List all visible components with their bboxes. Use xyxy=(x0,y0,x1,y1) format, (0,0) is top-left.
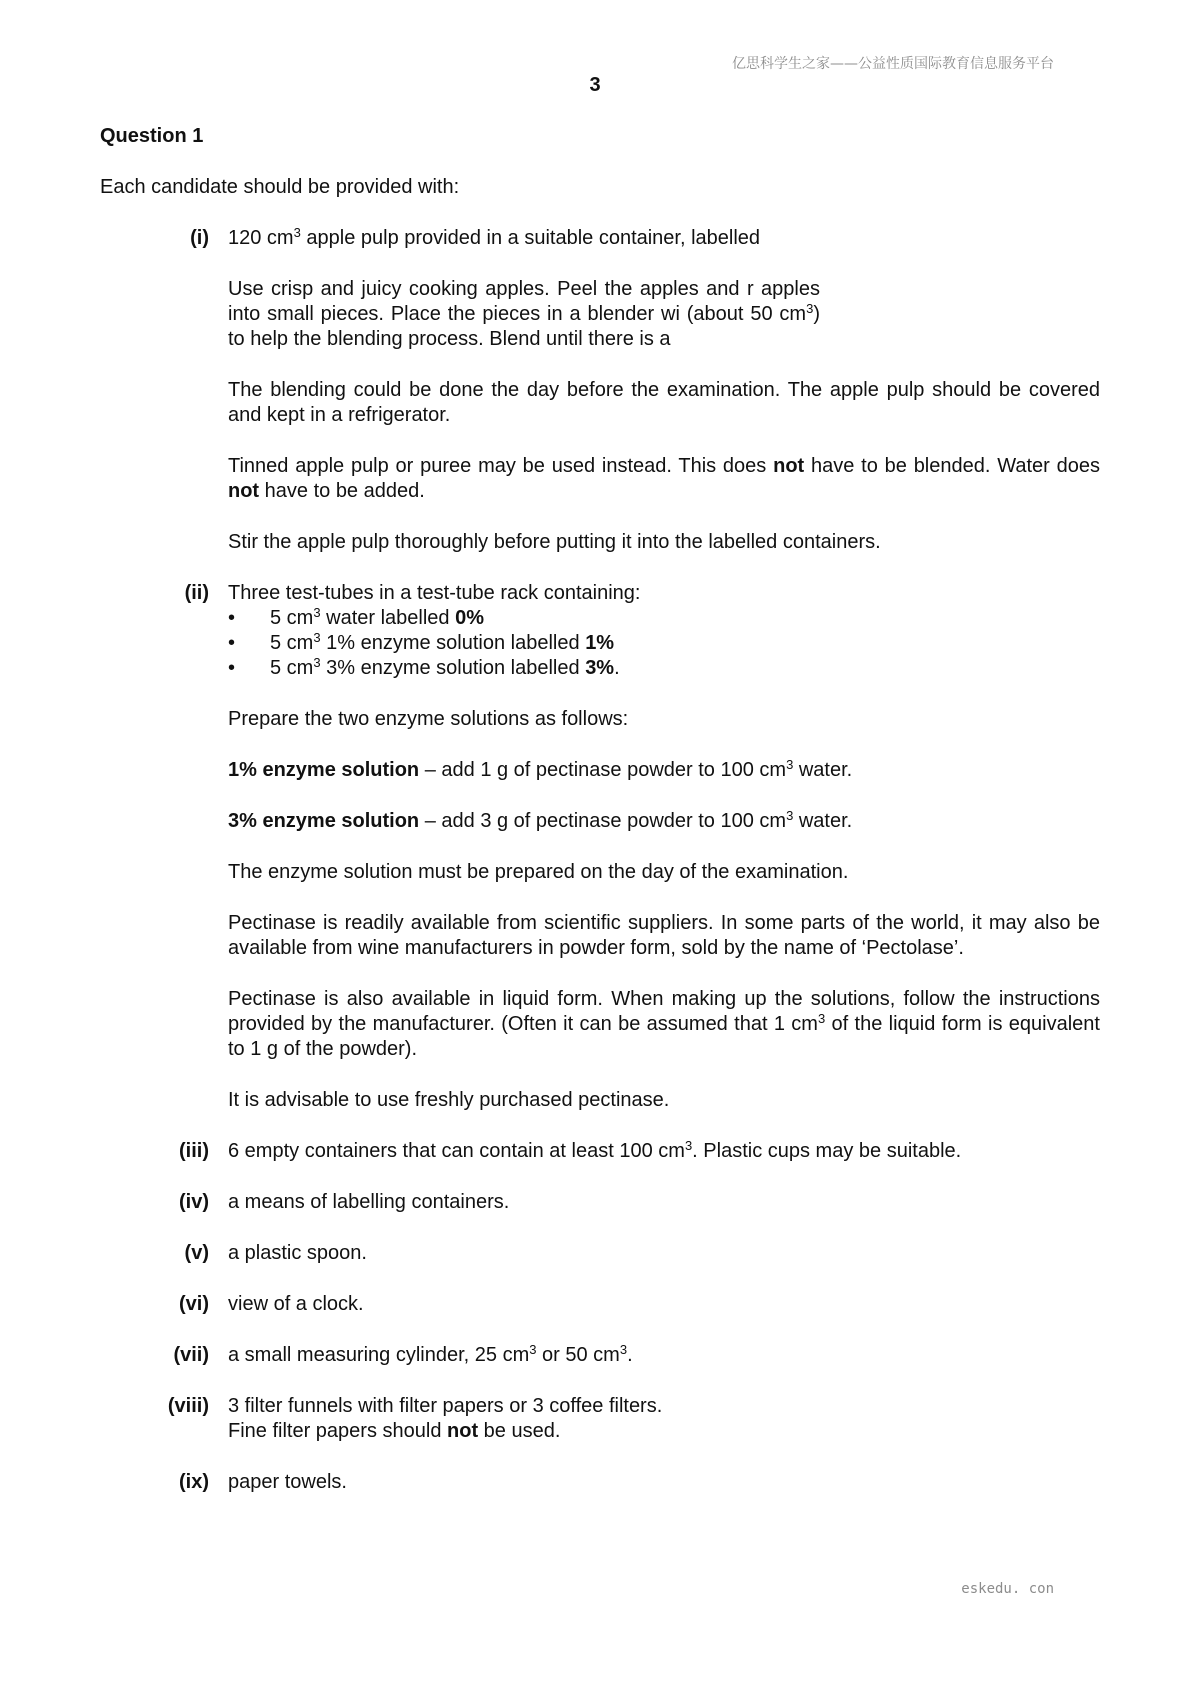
item-i-para2: Use crisp and juicy cooking apples. Peel the apples and r apples into small pieces. Place the pieces in a blender wi (about 50 $cm^3$) to help the blending process. Blend until there is a xyxy=(228,278,820,350)
item-vi-text: view of a clock. xyxy=(228,1293,364,1315)
list-item: • 5 $cm^3$ water labelled 0% xyxy=(228,606,1100,631)
item-number: (ix) xyxy=(179,1471,209,1493)
list-item: • 5 $cm^3$ 1% enzyme solution labelled 1% xyxy=(228,631,1100,656)
document-body xyxy=(100,124,1100,1521)
intro-text: Each candidate should be provided with: xyxy=(100,176,460,198)
solution-3-text: 3% enzyme solution – add 3 g of pectinase powder to 100 $cm^3$ water. xyxy=(228,808,853,832)
item-i-para3: The blending could be done the day before the examination. The apple pulp should be covered and kept in a refrigerator. xyxy=(228,379,1100,426)
prepare-text: Prepare the two enzyme solutions as follows: xyxy=(228,708,629,730)
item-i xyxy=(100,226,1100,555)
item-iii xyxy=(100,1139,1100,1164)
item-number: (v) xyxy=(184,1242,209,1264)
item-v-text: a plastic spoon. xyxy=(228,1242,367,1264)
item-iv xyxy=(100,1190,1100,1215)
item-ix-text: paper towels. xyxy=(228,1471,347,1493)
item-ii-block xyxy=(228,581,1100,681)
item-number: (i) xyxy=(190,227,209,249)
item-i-line1: 120 $cm^3$ apple pulp provided in a suitable container, labelled xyxy=(228,225,761,249)
solution-1-text: 1% enzyme solution – add 1 g of pectinase powder to 100 $cm^3$ water. xyxy=(228,757,853,781)
item-number: (vii) xyxy=(173,1344,209,1366)
item-iii-text: 6 empty containers that can contain at least 100 $cm^3$. Plastic cups may be suitable. xyxy=(228,1138,962,1162)
item-i-para4: Tinned apple pulp or puree may be used instead. This does not have to be blended. Water does not have to be added. xyxy=(228,455,1100,502)
advisable-note: It is advisable to use freshly purchased pectinase. xyxy=(228,1089,670,1111)
item-number: (viii) xyxy=(167,1395,209,1417)
item-ix xyxy=(100,1470,1100,1495)
item-number: (iii) xyxy=(179,1140,209,1162)
test-tube-list xyxy=(228,606,1100,681)
liquid-form-para: Pectinase is also available in liquid form. When making up the solutions, follow the instructions provided by the manufacturer. (Often it can be assumed that 1 $cm^3$ of the liquid form is equivalent to 1 g of the powder). xyxy=(228,988,1100,1060)
item-number: (ii) xyxy=(184,582,209,604)
item-i-para5: Stir the apple pulp thoroughly before putting it into the labelled containers. xyxy=(228,531,881,553)
item-vii xyxy=(100,1343,1100,1368)
item-ii xyxy=(100,581,1100,1113)
item-ii-intro: Three test-tubes in a test-tube rack containing: xyxy=(228,582,641,604)
item-viii-text: 3 filter funnels with filter papers or 3 coffee filters. Fine filter papers should not be used. xyxy=(228,1395,663,1442)
item-vi xyxy=(100,1292,1100,1317)
item-iv-text: a means of labelling containers. xyxy=(228,1191,510,1213)
day-note: The enzyme solution must be prepared on the day of the examination. xyxy=(228,861,849,883)
page-number: 3 xyxy=(589,74,601,96)
item-number: (vi) xyxy=(179,1293,209,1315)
item-vii-text: a small measuring cylinder, 25 $cm^3$ or 50 $cm^3$. xyxy=(228,1342,633,1366)
list-item: • 5 $cm^3$ 3% enzyme solution labelled 3%. xyxy=(228,656,1100,681)
footer-text: eskedu. con xyxy=(961,1581,1054,1597)
item-viii xyxy=(100,1394,1100,1444)
watermark-text: 亿思科学生之家——公益性质国际教育信息服务平台 xyxy=(732,56,1054,72)
item-v xyxy=(100,1241,1100,1266)
item-number: (iv) xyxy=(179,1191,209,1213)
question-heading: Question 1 xyxy=(100,125,204,147)
availability-para: Pectinase is readily available from scientific suppliers. In some parts of the world, it may also be available from wine manufacturers in powder form, sold by the name of ‘Pectolase’. xyxy=(228,912,1100,959)
